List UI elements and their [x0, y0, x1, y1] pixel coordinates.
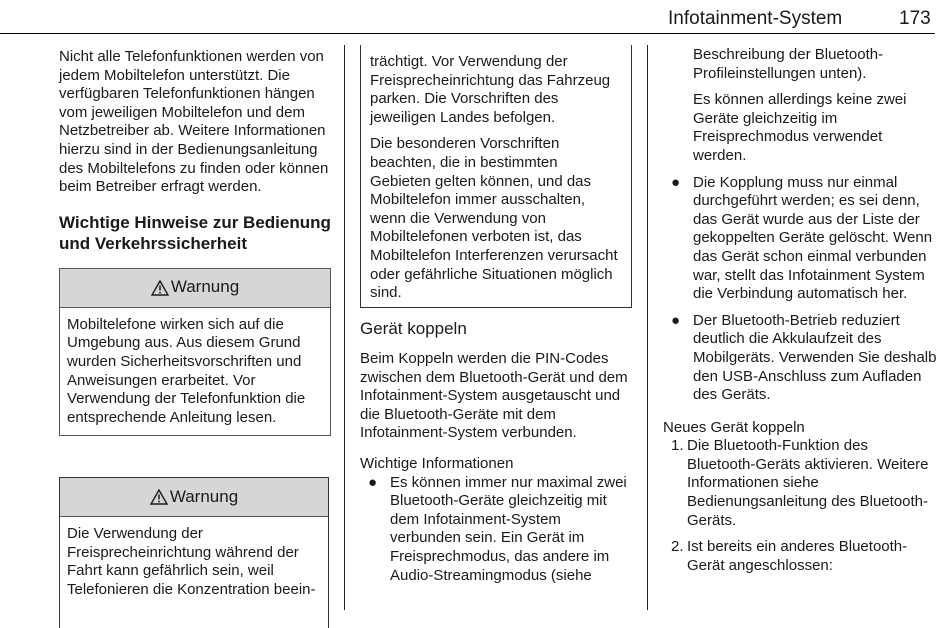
numbered-step-1 [663, 437, 938, 530]
step-number: 1. [671, 437, 684, 455]
step-text: Ist bereits ein anderes Bluetooth-Gerät angeschlossen: [687, 538, 908, 574]
header-rule [0, 33, 935, 34]
warning-box-1-title [60, 269, 330, 308]
page-header-title: Infotainment-System [668, 8, 843, 29]
warning-box-2-body: Die Verwendung der Freisprecheinrichtung während der Fahrt kann gefährlich sein, weil Telefonieren die Konzentration beein- [67, 525, 316, 598]
list-item [360, 474, 632, 586]
warning-box-2-continued [360, 45, 632, 308]
warning-cont-paragraph-2: Die besonderen Vorschriften beachten, die in bestimmten Gebieten gelten können, und das Mobiltelefon immer ausschalten, wenn die Verwendung von Mobiltelefonen verboten ist, das Mobiltelefon Interferenzen verursacht oder gefährliche Situationen möglich sind. [370, 135, 618, 302]
bullet-text: Die Kopplung muss nur einmal durchgeführt werden; es sei denn, das Gerät wurde aus der Liste der gekoppelten Geräte gelöscht. Wenn das Gerät schon einmal verbunden war, stellt das Infotainment System die Verbindung automatisch her. [693, 173, 933, 303]
step-number: 2. [671, 538, 684, 556]
column-divider-left [344, 45, 345, 610]
warning-cont-paragraph-1: trächtigt. Vor Verwendung der Freisprecheinrichtung das Fahrzeug parken. Die Vorschriften des jeweiligen Landes befolgen. [370, 53, 611, 126]
bullet-icon: ● [368, 473, 378, 491]
list-item [663, 174, 938, 304]
page-number: 173 [899, 8, 931, 29]
warning-box-2-label: Warnung [169, 487, 239, 506]
warning-triangle-icon [151, 280, 169, 296]
section-heading-pairing: Gerät koppeln [360, 319, 467, 338]
bullet-continuation-1: Beschreibung der Bluetooth-Profileinstellungen unten). [693, 46, 884, 82]
step-text: Die Bluetooth-Funktion des Bluetooth-Geräts aktivieren. Weitere Informationen siehe Bedienungsanleitung des Bluetooth-Geräts. [687, 437, 929, 529]
bullet-text: Es können immer nur maximal zwei Bluetooth-Geräte gleichzeitig mit dem Infotainment-System verbunden sein. Ein Gerät im Freisprechmodus, das andere im Audio-Streamingmodus (siehe [390, 473, 627, 584]
warning-box-1-label: Warnung [170, 277, 240, 297]
column-2 [360, 318, 632, 593]
warning-triangle-icon [150, 489, 168, 505]
bullet-icon: ● [671, 311, 681, 329]
numbered-step-2 [663, 538, 938, 575]
warning-box-1-body: Mobiltelefone wirken sich auf die Umgebung aus. Aus diesem Grund wurden Sicherheitsvorschriften und Anweisungen erarbeitet. Vor Verwendung der Telefonfunktion die entsprechende Anleitung lesen. [67, 315, 306, 426]
intro-paragraph: Nicht alle Telefonfunktionen werden von jedem Mobiltelefon unterstützt. Die verfügbaren Telefonfunktionen hängen vom jeweiligen Mobiltelefon und dem Netzbetreiber ab. Weitere Informationen hierzu sind in der Bedienungsanleitung des Mobiltelefons zu finden oder können beim Betreiber erfragt werden. [59, 48, 329, 196]
warning-box-2-title [60, 478, 328, 517]
warning-box-1 [59, 268, 331, 437]
warning-box-2 [59, 477, 329, 628]
column-3 [663, 46, 938, 583]
list-item [663, 312, 938, 405]
section-heading-safety: Wichtige Hinweise zur Bedienung und Verkehrssicherheit [59, 212, 331, 253]
bullet-continuation-2: Es können allerdings keine zwei Geräte gleichzeitig im Freisprechmodus verwendet werden. [693, 91, 907, 164]
column-divider-right [647, 45, 648, 610]
pairing-paragraph: Beim Koppeln werden die PIN-Codes zwischen dem Bluetooth-Gerät und dem Infotainment-System ausgetauscht und die Bluetooth-Geräte mit dem Infotainment-System verbunden. [360, 350, 628, 442]
subheading-important-info: Wichtige Informationen [360, 454, 514, 472]
subheading-new-device: Neues Gerät koppeln [663, 418, 805, 436]
column-1 [59, 48, 331, 446]
bullet-icon: ● [671, 173, 681, 191]
bullet-text: Der Bluetooth-Betrieb reduziert deutlich die Akkulaufzeit des Mobilgeräts. Verwenden Sie deshalb den USB-Anschluss zum Aufladen des Geräts. [693, 311, 937, 404]
